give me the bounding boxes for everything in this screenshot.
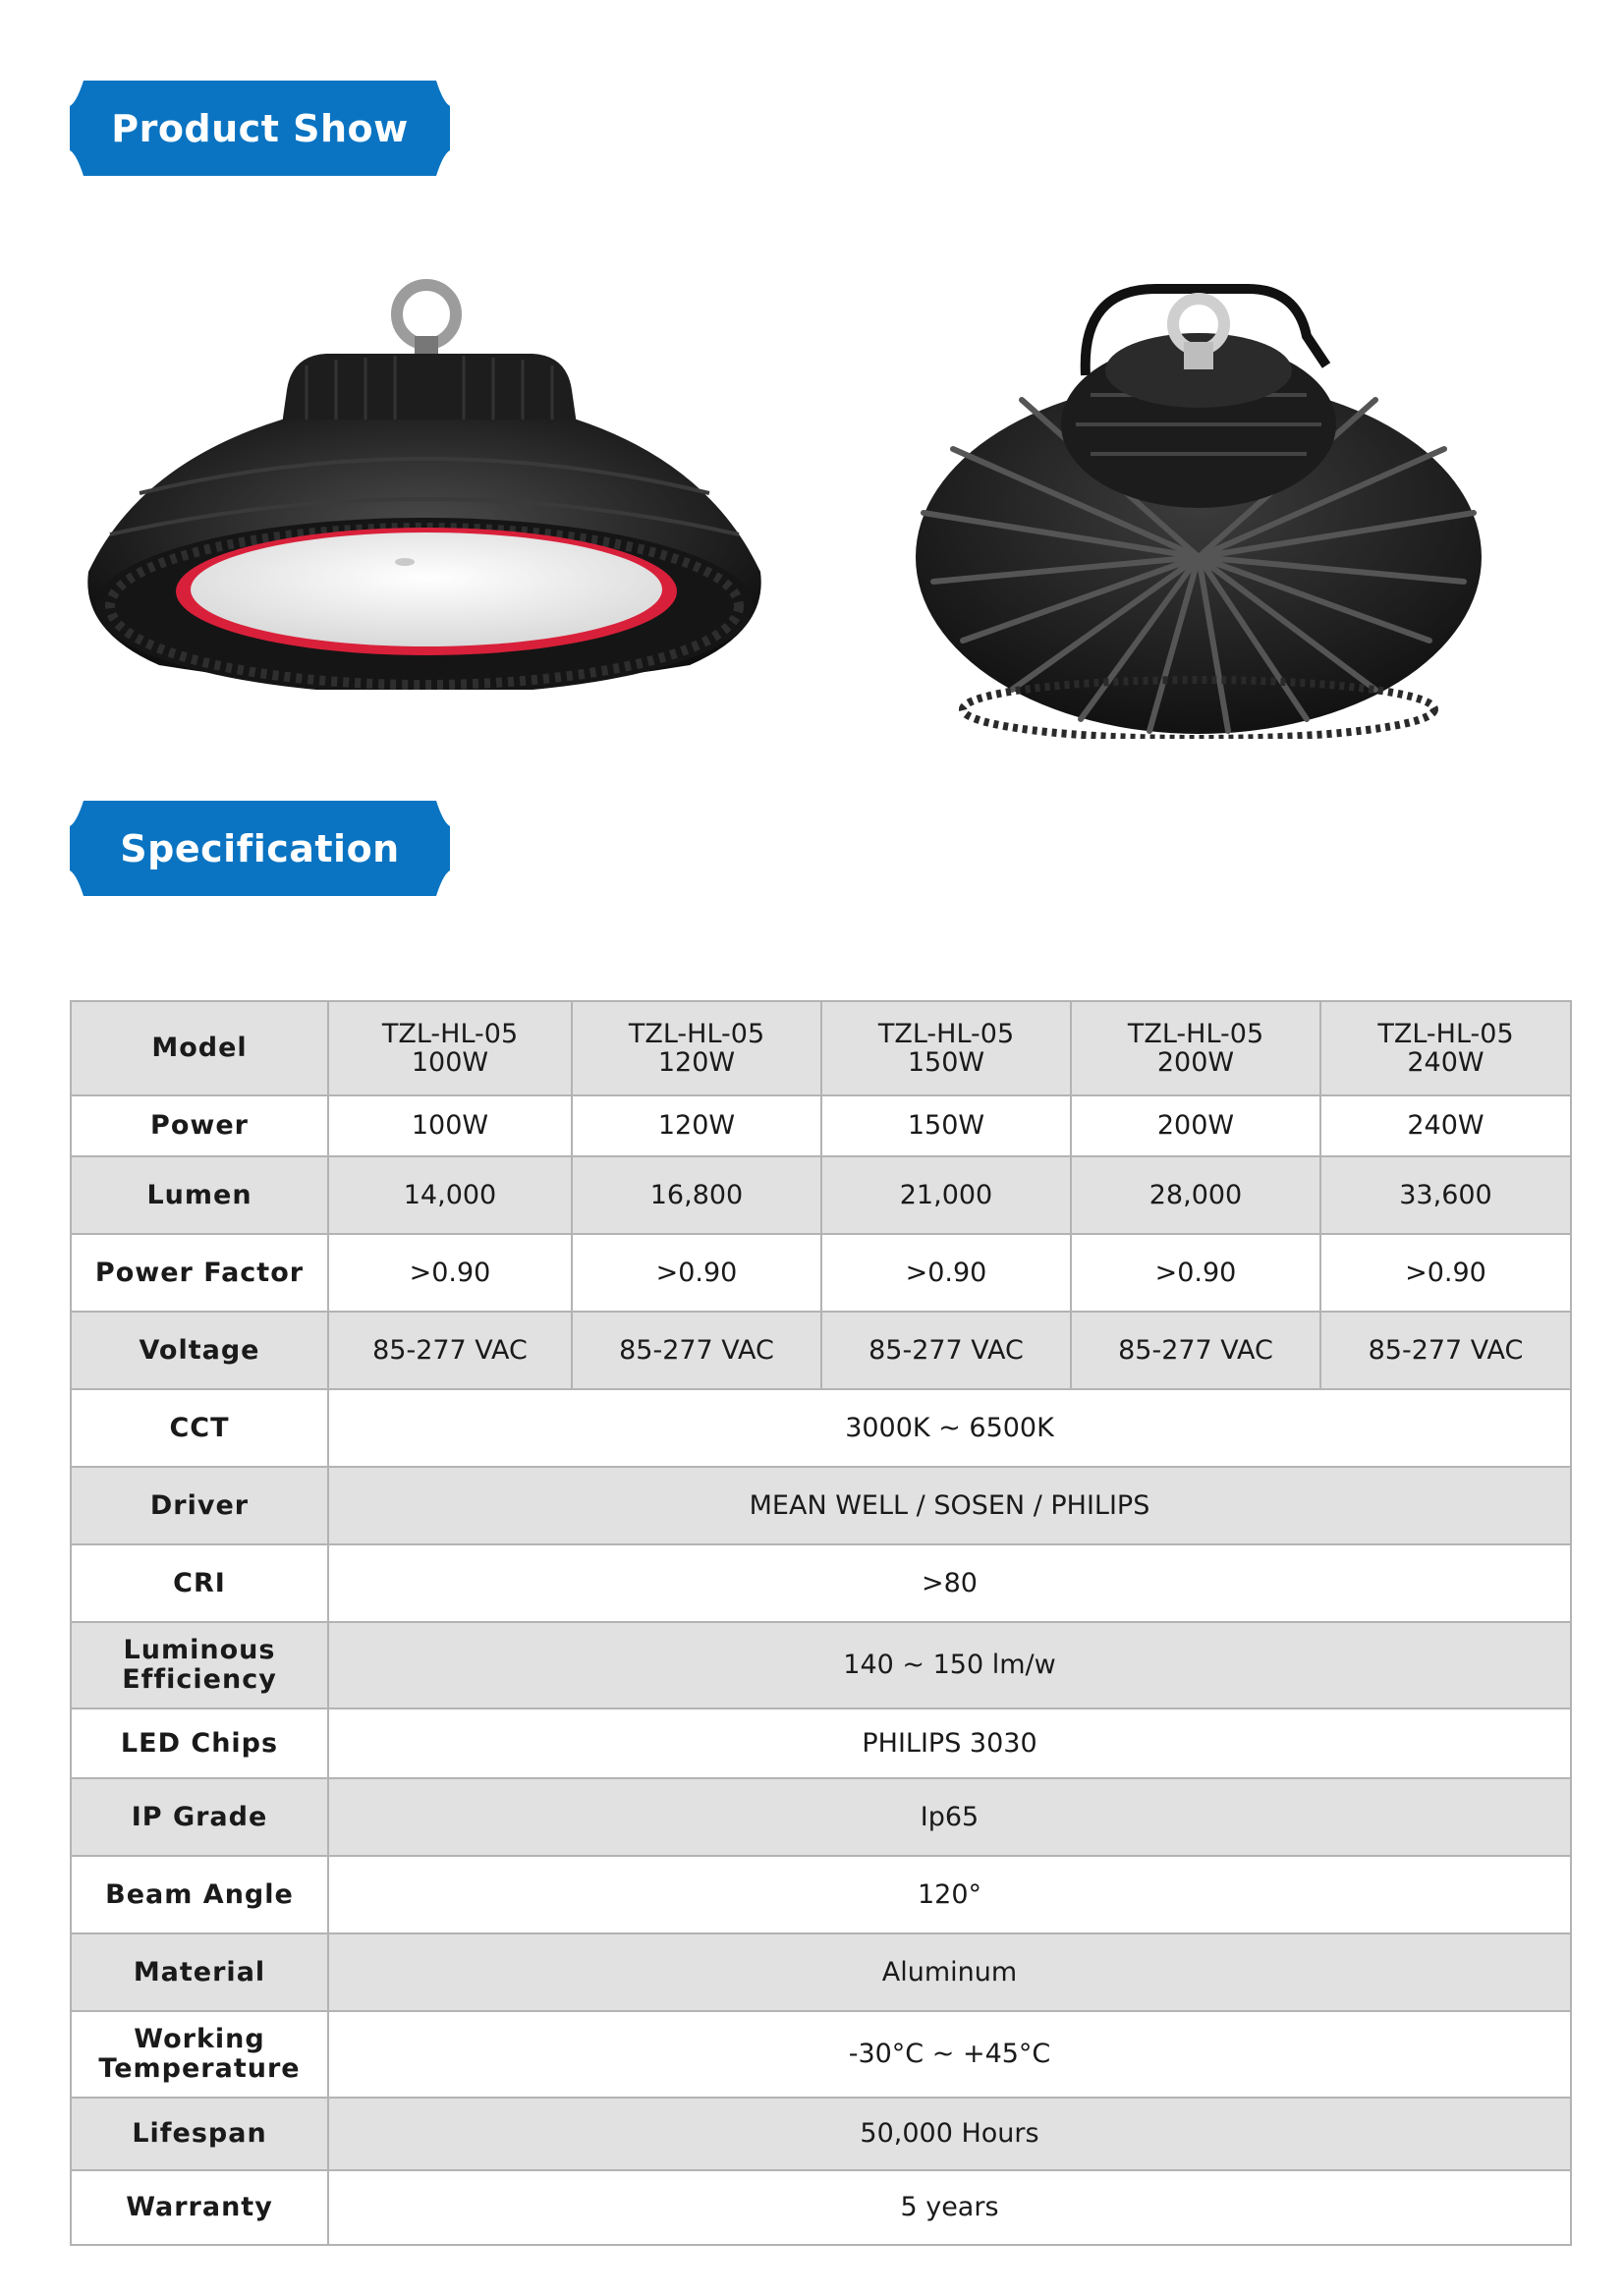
voltage-cell: 85-277 VAC bbox=[572, 1312, 821, 1389]
row-header-material: Material bbox=[71, 1933, 328, 2011]
power-cell: 100W bbox=[328, 1095, 572, 1156]
cct-value: 3000K ~ 6500K bbox=[328, 1389, 1571, 1467]
voltage-cell: 85-277 VAC bbox=[1320, 1312, 1571, 1389]
voltage-cell: 85-277 VAC bbox=[821, 1312, 1071, 1389]
table-row-voltage bbox=[71, 1312, 1571, 1389]
voltage-cell: 85-277 VAC bbox=[328, 1312, 572, 1389]
table-row-cri bbox=[71, 1544, 1571, 1622]
lifespan-value: 50,000 Hours bbox=[328, 2098, 1571, 2170]
power-factor-cell: >0.90 bbox=[328, 1234, 572, 1312]
row-header-model: Model bbox=[71, 1001, 328, 1095]
table-row-warranty bbox=[71, 2170, 1571, 2245]
high-bay-light-back-image bbox=[914, 277, 1484, 739]
model-cell: TZL-HL-05 120W bbox=[572, 1001, 821, 1095]
cri-value: >80 bbox=[328, 1544, 1571, 1622]
driver-value: MEAN WELL / SOSEN / PHILIPS bbox=[328, 1467, 1571, 1544]
high-bay-light-front-image bbox=[81, 277, 768, 690]
table-row-cct bbox=[71, 1389, 1571, 1467]
model-cell: TZL-HL-05 240W bbox=[1320, 1001, 1571, 1095]
ip-grade-value: Ip65 bbox=[328, 1778, 1571, 1856]
luminous-efficiency-value: 140 ~ 150 lm/w bbox=[328, 1622, 1571, 1708]
product-show-banner bbox=[70, 81, 450, 176]
row-header-power: Power bbox=[71, 1095, 328, 1156]
specification-table bbox=[70, 1000, 1572, 2246]
row-header-cct: CCT bbox=[71, 1389, 328, 1467]
table-row-lumen bbox=[71, 1156, 1571, 1234]
voltage-cell: 85-277 VAC bbox=[1071, 1312, 1320, 1389]
table-row-model bbox=[71, 1001, 1571, 1095]
lumen-cell: 21,000 bbox=[821, 1156, 1071, 1234]
table-row-lifespan bbox=[71, 2098, 1571, 2170]
lumen-cell: 33,600 bbox=[1320, 1156, 1571, 1234]
warranty-value: 5 years bbox=[328, 2170, 1571, 2245]
lumen-cell: 14,000 bbox=[328, 1156, 572, 1234]
power-cell: 150W bbox=[821, 1095, 1071, 1156]
power-factor-cell: >0.90 bbox=[821, 1234, 1071, 1312]
table-row-beam-angle bbox=[71, 1856, 1571, 1933]
row-header-voltage: Voltage bbox=[71, 1312, 328, 1389]
table-row-driver bbox=[71, 1467, 1571, 1544]
table-row-working-temperature bbox=[71, 2011, 1571, 2098]
row-header-driver: Driver bbox=[71, 1467, 328, 1544]
model-cell: TZL-HL-05 150W bbox=[821, 1001, 1071, 1095]
row-header-warranty: Warranty bbox=[71, 2170, 328, 2245]
specification-banner bbox=[70, 801, 450, 896]
power-cell: 240W bbox=[1320, 1095, 1571, 1156]
model-cell: TZL-HL-05 100W bbox=[328, 1001, 572, 1095]
table-row-led-chips bbox=[71, 1708, 1571, 1778]
row-header-beam-angle: Beam Angle bbox=[71, 1856, 328, 1933]
lumen-cell: 28,000 bbox=[1071, 1156, 1320, 1234]
row-header-lumen: Lumen bbox=[71, 1156, 328, 1234]
working-temperature-value: -30°C ~ +45°C bbox=[328, 2011, 1571, 2098]
row-header-ip-grade: IP Grade bbox=[71, 1778, 328, 1856]
led-chips-value: PHILIPS 3030 bbox=[328, 1708, 1571, 1778]
beam-angle-value: 120° bbox=[328, 1856, 1571, 1933]
power-factor-cell: >0.90 bbox=[1320, 1234, 1571, 1312]
row-header-lifespan: Lifespan bbox=[71, 2098, 328, 2170]
table-row-power bbox=[71, 1095, 1571, 1156]
power-cell: 120W bbox=[572, 1095, 821, 1156]
lumen-cell: 16,800 bbox=[572, 1156, 821, 1234]
model-cell: TZL-HL-05 200W bbox=[1071, 1001, 1320, 1095]
row-header-cri: CRI bbox=[71, 1544, 328, 1622]
table-row-ip-grade bbox=[71, 1778, 1571, 1856]
product-show-title: Product Show bbox=[111, 106, 409, 150]
row-header-luminous-efficiency: Luminous Efficiency bbox=[71, 1622, 328, 1708]
row-header-led-chips: LED Chips bbox=[71, 1708, 328, 1778]
material-value: Aluminum bbox=[328, 1933, 1571, 2011]
power-factor-cell: >0.90 bbox=[572, 1234, 821, 1312]
row-header-working-temperature: Working Temperature bbox=[71, 2011, 328, 2098]
table-row-luminous-efficiency bbox=[71, 1622, 1571, 1708]
table-row-power-factor bbox=[71, 1234, 1571, 1312]
table-row-material bbox=[71, 1933, 1571, 2011]
power-factor-cell: >0.90 bbox=[1071, 1234, 1320, 1312]
specification-title: Specification bbox=[120, 826, 400, 870]
row-header-power-factor: Power Factor bbox=[71, 1234, 328, 1312]
power-cell: 200W bbox=[1071, 1095, 1320, 1156]
